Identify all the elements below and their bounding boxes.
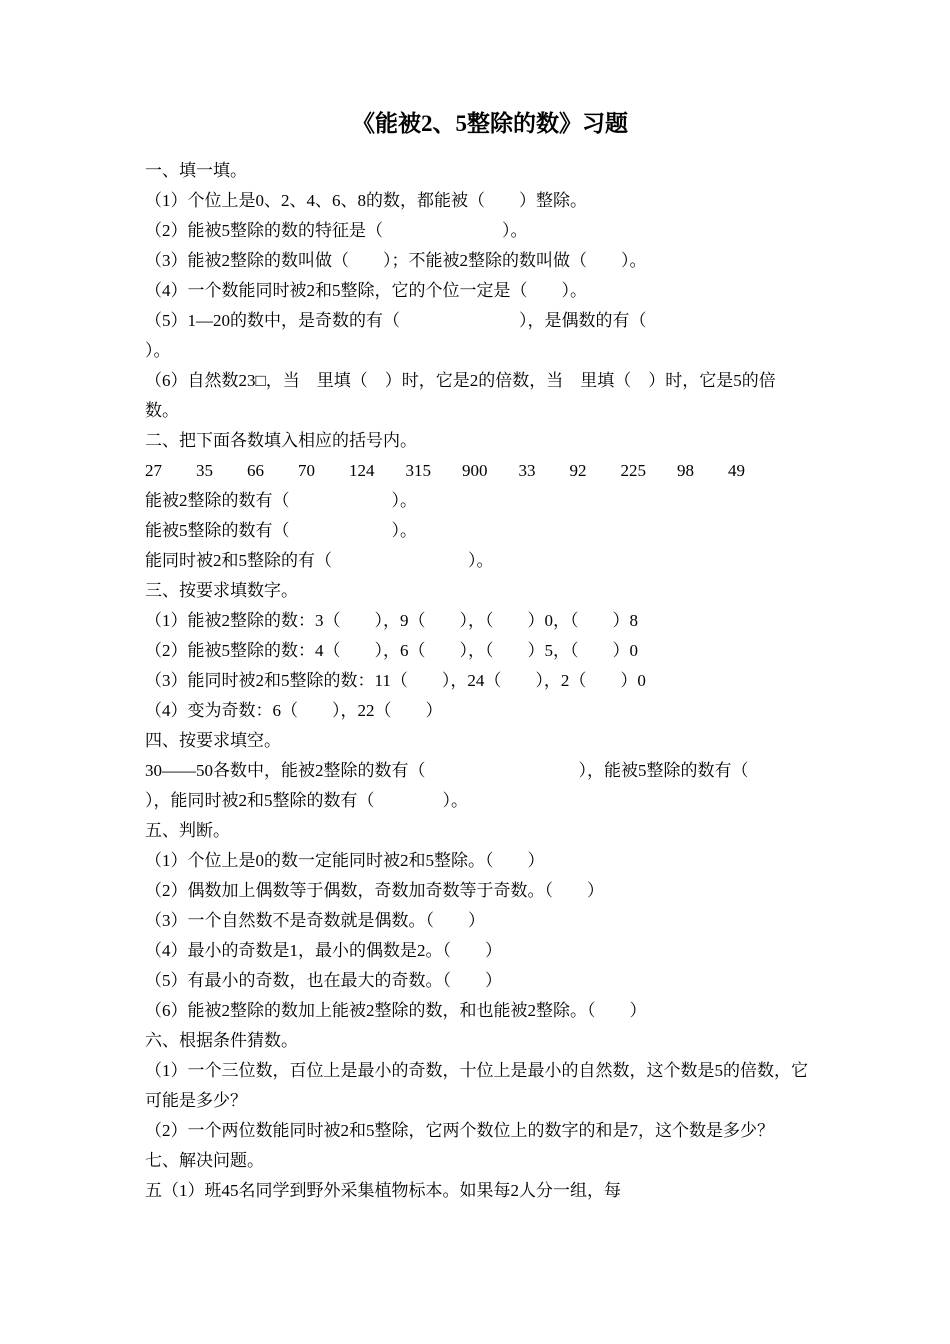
s1-q4: （4）一个数能同时被2和5整除，它的个位一定是（ ）。	[145, 281, 587, 300]
number-item: 27	[145, 461, 162, 480]
number-item: 315	[405, 461, 431, 480]
s5-q1: （1）个位上是0的数一定能同时被2和5整除。（ ）	[145, 851, 545, 870]
number-item: 92	[569, 461, 587, 480]
s3-q1: （1）能被2整除的数：3（ ），9（ ），（ ）0，（ ）8	[145, 611, 638, 630]
s2-blank-div5: 能被5整除的数有（ ）。	[145, 521, 417, 540]
number-item: 70	[298, 461, 315, 480]
s6-q1-cont: 可能是多少？	[145, 1091, 247, 1110]
s3-q2: （2）能被5整除的数：4（ ），6（ ），（ ）5，（ ）0	[145, 641, 638, 660]
s4-line2: ），能同时被2和5整除的数有（ ）。	[145, 791, 468, 810]
section-1-heading: 一、填一填。	[145, 161, 247, 180]
number-item: 66	[247, 461, 264, 480]
s1-q6-cont: 数。	[145, 401, 179, 420]
s1-q5-cont: ）。	[145, 341, 171, 360]
s5-q5: （5）有最小的奇数，也在最大的奇数。（ ）	[145, 971, 502, 990]
number-item: 35	[196, 461, 213, 480]
section-3-heading: 三、按要求填数字。	[145, 581, 298, 600]
s6-q2: （2）一个两位数能同时被2和5整除，它两个数位上的数字的和是7，这个数是多少？	[145, 1121, 774, 1140]
worksheet-title: 《能被2、5整除的数》习题	[352, 111, 628, 136]
s5-q3: （3）一个自然数不是奇数就是偶数。（ ）	[145, 911, 485, 930]
number-item: 33	[518, 461, 536, 480]
s1-q5: （5）1—20的数中，是奇数的有（ ），是偶数的有（	[145, 311, 647, 330]
numbers-row	[145, 456, 950, 486]
number-item: 124	[349, 461, 375, 480]
s5-q2: （2）偶数加上偶数等于偶数，奇数加奇数等于奇数。（ ）	[145, 881, 604, 900]
s2-blank-div2and5: 能同时被2和5整除的有（ ）。	[145, 551, 494, 570]
s5-q6: （6）能被2整除的数加上能被2整除的数，和也能被2整除。（ ）	[145, 1001, 647, 1020]
section-6-heading: 六、根据条件猜数。	[145, 1031, 298, 1050]
section-2-heading: 二、把下面各数填入相应的括号内。	[145, 431, 417, 450]
section-7-heading: 七、解决问题。	[145, 1151, 264, 1170]
s3-q4: （4）变为奇数：6（ ），22（ ）	[145, 701, 443, 720]
s1-q3: （3）能被2整除的数叫做（ ）；不能被2整除的数叫做（ ）。	[145, 251, 647, 270]
s4-line1: 30——50各数中，能被2整除的数有（ ），能被5整除的数有（	[145, 761, 749, 780]
worksheet-body	[145, 156, 950, 1206]
number-item: 49	[728, 461, 745, 480]
section-5-heading: 五、判断。	[145, 821, 230, 840]
s7-q1: 五（1）班45名同学到野外采集植物标本。如果每2人分一组，每	[145, 1181, 621, 1200]
s1-q6: （6）自然数23□，当 里填（ ）时，它是2的倍数，当 里填（ ）时，它是5的倍	[145, 371, 776, 390]
number-item: 225	[620, 461, 646, 480]
number-item: 900	[462, 461, 488, 480]
s2-blank-div2: 能被2整除的数有（ ）。	[145, 491, 417, 510]
s1-q1: （1）个位上是0、2、4、6、8的数，都能被（ ）整除。	[145, 191, 587, 210]
s1-q2: （2）能被5整除的数的特征是（ ）。	[145, 221, 528, 240]
section-4-heading: 四、按要求填空。	[145, 731, 281, 750]
s6-q1: （1）一个三位数，百位上是最小的奇数，十位上是最小的自然数，这个数是5的倍数，它	[145, 1061, 808, 1080]
number-item: 98	[677, 461, 694, 480]
s3-q3: （3）能同时被2和5整除的数：11（ ），24（ ），2（ ）0	[145, 671, 646, 690]
s5-q4: （4）最小的奇数是1，最小的偶数是2。（ ）	[145, 941, 502, 960]
